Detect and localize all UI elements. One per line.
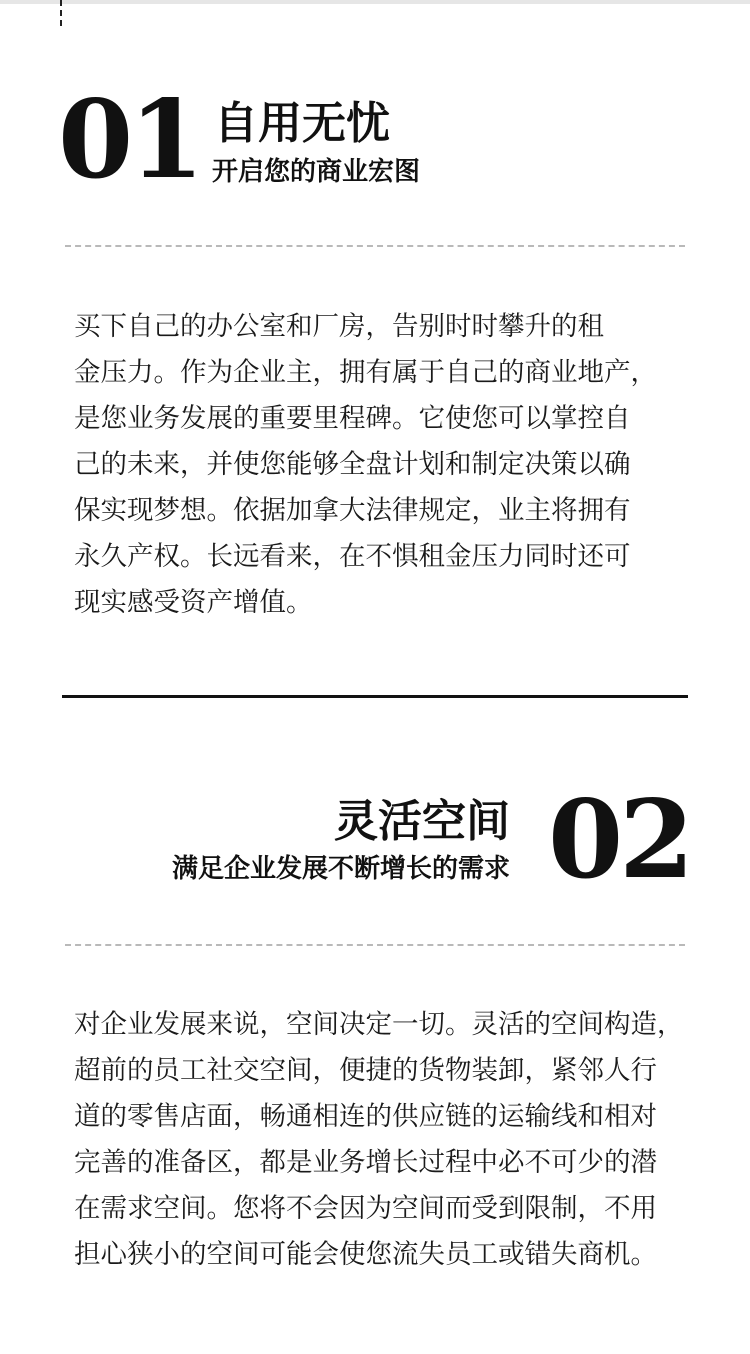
section-1-number: 01 [58, 77, 201, 203]
section-2-title: 灵活空间 [334, 796, 510, 847]
section-1-body: 买下自己的办公室和厂房，告别时时攀升的租 金压力。作为企业主，拥有属于自己的商业地产， 是您业务发展的重要里程碑。它使您可以掌控自 己的未来，并使您能够全盘计划和制定决策以确 保实现梦想。依据加拿大法律规定，业主将拥有 永久产权。长远看来，在不惧租金压力同时还可 现实感受资产增值。 [74, 311, 657, 617]
section-2-number: 02 [548, 777, 691, 903]
section-2-dotted-divider [65, 944, 685, 946]
section-1-subtitle: 开启您的商业宏图 [212, 157, 421, 187]
section-2-body: 对企业发展来说，空间决定一切。灵活的空间构造， 超前的员工社交空间，便捷的货物装卸，紧邻人行 道的零售店面，畅通相连的供应链的运输线和相对 完善的准备区，都是业务增长过程中必不可少的潜 在需求空间。您将不会因为空间而受到限制，不用 担心狭小的空间可能会使您流失员工或错失商机。 [74, 1009, 684, 1269]
vertical-dashed-line [60, 0, 62, 26]
section-divider [62, 695, 688, 698]
top-divider-strip [0, 0, 750, 4]
section-2-subtitle: 满足企业发展不断增长的需求 [171, 854, 510, 884]
section-1-title: 自用无忧 [214, 98, 390, 149]
section-1-dotted-divider [65, 245, 685, 247]
